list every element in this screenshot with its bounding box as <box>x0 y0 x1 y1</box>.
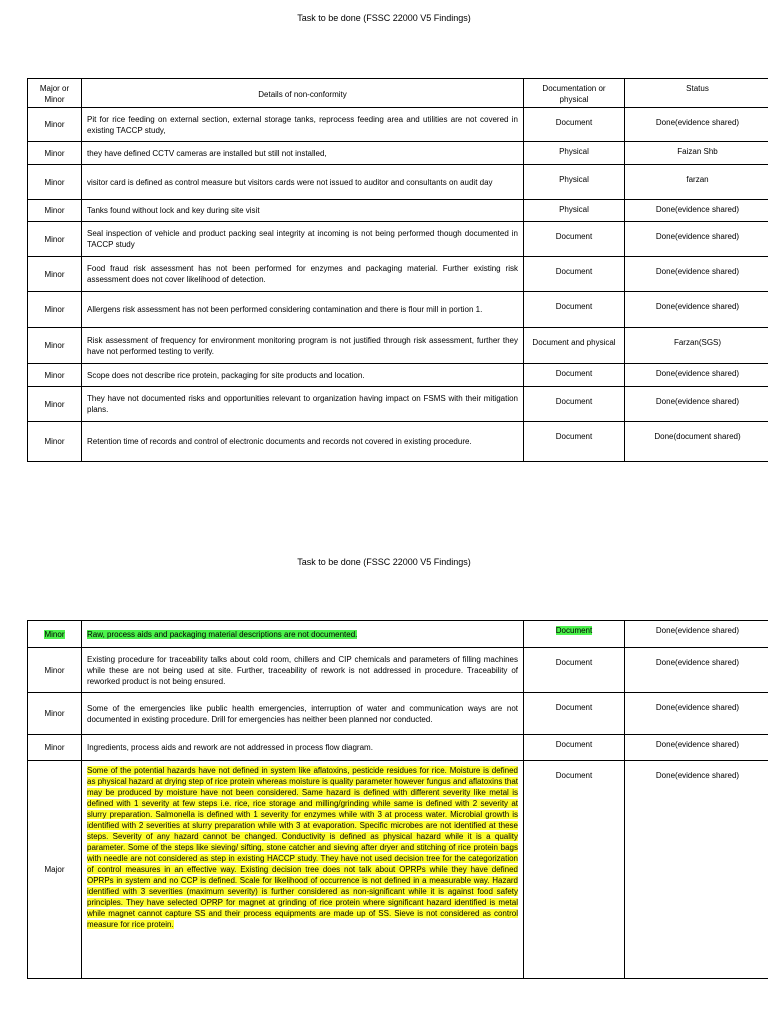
details-text: Ingredients, process aids and rework are not addressed in process flow diagram. <box>87 743 373 752</box>
table-row <box>28 165 768 200</box>
header-doc: Documentation or physical <box>524 79 625 108</box>
status-cell <box>625 621 768 648</box>
status-cell <box>625 257 768 292</box>
documentation-cell <box>524 364 625 387</box>
status-text: Done(evidence shared) <box>655 740 740 749</box>
table-row <box>28 387 768 422</box>
page-title-2: Task to be done (FSSC 22000 V5 Findings) <box>297 557 471 567</box>
severity-cell <box>28 292 82 328</box>
details-text: Food fraud risk assessment has not been performed for enzymes and packaging material. Further existing risk assessment does not cover likelihood of detection. <box>87 264 518 284</box>
severity-cell <box>28 648 82 693</box>
status-text: Done(evidence shared) <box>655 302 740 311</box>
details-cell <box>82 257 524 292</box>
table-row <box>28 735 768 761</box>
table-row <box>28 328 768 364</box>
severity-text: Minor <box>44 709 65 718</box>
details-cell <box>82 761 524 979</box>
details-text: Existing procedure for traceability talks about cold room, chillers and CIP chemicals and parameters of filling machines while these are not being used at site. Further, traceability of rework is not addressed in procedure. Traceability of reworked product is not being ensured. <box>87 654 518 686</box>
details-cell <box>82 621 524 648</box>
severity-text: Minor <box>44 269 65 279</box>
severity-text: Minor <box>44 234 65 244</box>
severity-cell <box>28 387 82 422</box>
documentation-text: Document <box>555 658 593 667</box>
severity-cell <box>28 142 82 165</box>
status-cell <box>625 108 768 142</box>
documentation-cell <box>524 108 625 142</box>
header-severity: Major or Minor <box>28 79 82 108</box>
status-text: Farzan(SGS) <box>673 338 722 347</box>
status-text: Done(evidence shared) <box>655 771 740 780</box>
table-row <box>28 648 768 693</box>
table-row <box>28 142 768 165</box>
findings-table-2 <box>27 620 768 979</box>
status-text: Faizan Shb <box>677 147 718 156</box>
status-text: Done(evidence shared) <box>655 658 740 667</box>
status-text: Done(evidence shared) <box>655 267 740 276</box>
documentation-cell <box>524 328 625 364</box>
documentation-text: Document <box>555 369 593 378</box>
status-text: Done(evidence shared) <box>655 703 740 712</box>
details-text: Pit for rice feeding on external section, external storage tanks, reprocess feeding area and utilities are not covered in existing TACCP study, <box>87 114 518 135</box>
status-text: Done(evidence shared) <box>655 118 740 127</box>
status-cell <box>625 328 768 364</box>
documentation-cell <box>524 735 625 761</box>
documentation-text: Document <box>555 626 593 635</box>
details-text: Allergens risk assessment has not been performed considering contamination and there is flour mill in portion 1. <box>87 305 483 314</box>
documentation-text: Document <box>555 267 593 276</box>
table-row <box>28 693 768 735</box>
severity-cell <box>28 257 82 292</box>
header-status: Status <box>625 79 768 108</box>
documentation-text: Document <box>555 397 593 406</box>
table-header-row <box>28 79 768 108</box>
status-text: Done(evidence shared) <box>655 205 740 214</box>
severity-text: Minor <box>44 177 65 187</box>
header-details: Details of non-conformity <box>82 79 524 108</box>
details-text: Seal inspection of vehicle and product packing seal integrity at incoming is not being performed though documented in TACCP study <box>87 229 518 249</box>
severity-text: Minor <box>44 206 65 215</box>
table-row <box>28 108 768 142</box>
status-cell <box>625 735 768 761</box>
details-cell <box>82 693 524 735</box>
details-text: Raw, process aids and packaging material descriptions are not documented. <box>87 629 358 639</box>
details-text: Some of the emergencies like public health emergencies, interruption of water and communication ways are not documented in existing procedure. Drill for emergencies has neither been planned nor conducted. <box>87 703 518 724</box>
documentation-cell <box>524 621 625 648</box>
documentation-text: Document and physical <box>532 338 616 347</box>
severity-text: Minor <box>44 120 65 129</box>
details-cell <box>82 364 524 387</box>
details-cell <box>82 422 524 462</box>
severity-text: Minor <box>44 629 65 639</box>
severity-cell <box>28 165 82 200</box>
status-text: Done(document shared) <box>654 432 741 441</box>
severity-text: Minor <box>44 370 65 380</box>
table-row <box>28 422 768 462</box>
details-text: Retention time of records and control of electronic documents and records not covered in existing procedure. <box>87 437 472 446</box>
status-cell <box>625 222 768 257</box>
documentation-text: Physical <box>559 205 589 214</box>
documentation-text: Document <box>555 432 593 441</box>
documentation-text: Document <box>555 232 593 241</box>
status-cell <box>625 292 768 328</box>
details-cell <box>82 648 524 693</box>
severity-text: Major <box>44 865 65 874</box>
details-text: Risk assessment of frequency for environment monitoring program is not justified through risk assessment, further they have not performed testing to verify. <box>87 335 518 356</box>
details-cell <box>82 222 524 257</box>
documentation-text: Document <box>555 118 593 127</box>
details-text: visitor card is defined as control measure but visitors cards were not issued to auditor and consultants on audit day <box>87 177 493 187</box>
details-cell <box>82 292 524 328</box>
status-text: Done(evidence shared) <box>655 626 740 635</box>
severity-cell <box>28 621 82 648</box>
severity-text: Minor <box>44 665 65 675</box>
documentation-text: Physical <box>559 175 589 184</box>
details-cell <box>82 328 524 364</box>
documentation-cell <box>524 422 625 462</box>
status-cell <box>625 648 768 693</box>
details-cell <box>82 142 524 165</box>
status-cell <box>625 364 768 387</box>
severity-text: Minor <box>44 743 65 752</box>
severity-text: Minor <box>44 437 65 446</box>
details-cell <box>82 108 524 142</box>
table-row <box>28 761 768 979</box>
details-text: Scope does not describe rice protein, packaging for site products and location. <box>87 370 365 380</box>
documentation-cell <box>524 222 625 257</box>
status-cell <box>625 693 768 735</box>
table-row <box>28 621 768 648</box>
details-text: Tanks found without lock and key during site visit <box>87 206 260 215</box>
severity-cell <box>28 422 82 462</box>
details-text: Some of the potential hazards have not defined in system like aflatoxins, pesticide residues for rice. Moisture is defined as physical hazard at drying step of rice protein whereas moisture is quality parameter however fungus and aflatoxins that may be produced by moisture have not been considered. Same hazard is defined with different severity like metal is defined with 1 severity at few steps i.e. rice, rice storage and milling/grinding while same is defined with 2 severity at slurry preparation. Salmonella is defined with 1 severity for enzymes while with 3 at process water. Microbial growth is identified with 2 severities at slurry preparation while with 3 at evaporation. Specific microbes are not identified at these steps. Severity of any hazard cannot be changed. Conductivity is defined as physical hazard while it is a quality parameter. Some of the steps like sieving/ sifting, stone catcher and sieving after dryer and stitching of rice protein bags with needle are not considered as step in existing HACCP study. They have not used decision tree for the categorization of control measures in an effective way. Existing decision tree does not talk about OPRPs while they have defined OPRPs in system and no CCP is defined. Scale for likelihood of occurrence is not defined in a measurable way. Hazard identified with 3 severities (maximum severity) is further considered as non-significant while it is against food safety principles. They have selected OPRP for magnet at grinding of rice protein where significant hazard identified is metal while magnet cannot capture SS and their process equipments are made up of SS. Sieve is not considered as control measure for rice protein. <box>87 766 518 929</box>
table-row <box>28 292 768 328</box>
documentation-cell <box>524 142 625 165</box>
severity-cell <box>28 222 82 257</box>
documentation-cell <box>524 387 625 422</box>
status-text: Done(evidence shared) <box>655 369 740 378</box>
documentation-text: Document <box>555 302 593 311</box>
severity-cell <box>28 328 82 364</box>
table-row <box>28 200 768 222</box>
details-cell <box>82 165 524 200</box>
documentation-text: Physical <box>559 147 589 156</box>
severity-cell <box>28 108 82 142</box>
table-row <box>28 257 768 292</box>
findings-table-1 <box>27 78 768 462</box>
details-cell <box>82 387 524 422</box>
severity-text: Minor <box>44 399 65 409</box>
documentation-text: Document <box>555 703 593 712</box>
severity-text: Minor <box>44 305 65 314</box>
table-row <box>28 222 768 257</box>
severity-cell <box>28 735 82 761</box>
documentation-cell <box>524 648 625 693</box>
severity-cell <box>28 693 82 735</box>
severity-text: Minor <box>44 341 65 350</box>
documentation-cell <box>524 257 625 292</box>
documentation-cell <box>524 761 625 979</box>
severity-text: Minor <box>44 148 65 158</box>
details-text: They have not documented risks and opportunities relevant to organization having impact on FSMS with their mitigation plans. <box>87 394 518 414</box>
documentation-text: Document <box>555 771 593 780</box>
details-text: they have defined CCTV cameras are installed but still not installed, <box>87 148 327 158</box>
status-cell <box>625 165 768 200</box>
details-cell <box>82 735 524 761</box>
severity-cell <box>28 364 82 387</box>
status-cell <box>625 200 768 222</box>
documentation-cell <box>524 200 625 222</box>
status-text: farzan <box>686 175 709 184</box>
status-cell <box>625 422 768 462</box>
documentation-text: Document <box>555 740 593 749</box>
status-cell <box>625 387 768 422</box>
status-text: Done(evidence shared) <box>655 232 740 241</box>
table-row <box>28 364 768 387</box>
status-cell <box>625 142 768 165</box>
details-cell <box>82 200 524 222</box>
documentation-cell <box>524 165 625 200</box>
page-title-1: Task to be done (FSSC 22000 V5 Findings) <box>297 13 471 23</box>
severity-cell <box>28 200 82 222</box>
severity-cell <box>28 761 82 979</box>
documentation-cell <box>524 693 625 735</box>
status-text: Done(evidence shared) <box>655 397 740 406</box>
documentation-cell <box>524 292 625 328</box>
status-cell <box>625 761 768 979</box>
